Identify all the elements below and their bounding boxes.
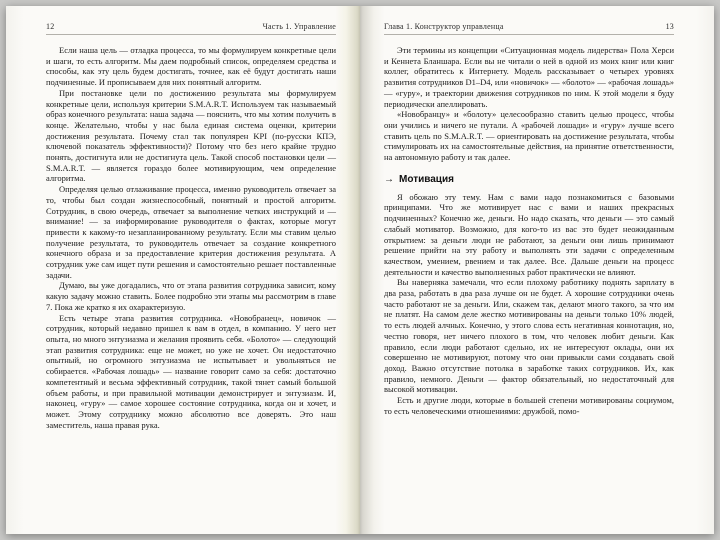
book-spread xyxy=(6,6,714,534)
paragraph: Думаю, вы уже догадались, что от этапа развития сотрудника зависит, кому какую задачу можно ставить. Более подробно эти этапы мы рассмотрим в главе 7. Пока же кратко я их охарактеризую. xyxy=(46,280,336,312)
section-title: Мотивация xyxy=(399,173,454,185)
left-page xyxy=(6,6,360,534)
paragraph: Есть и другие люди, которые в большей степени мотивированы социумом, то есть человеческими отношениями: дружбой, помо- xyxy=(384,395,674,416)
paragraph: «Новобранцу» и «болоту» целесообразно ставить целью процесс, чтобы они учились и ничего не путали. А «рабочей лошади» и «гуру» лучше всего ставить цель по S.M.A.R.T. — ориентировать на достижение результата, чтобы стимулировать их на самостоятельные действия, на принятие ответственности, на автономную работу и так далее. xyxy=(384,109,674,163)
paragraph: Есть четыре этапа развития сотрудника. «Новобранец», новичок — сотрудник, который недавно пришел к вам в отдел, в компанию. У него нет опыта, но много энтузиазма и желания проявить себя. «Болото» — следующий этап развития сотрудника: еще не может, но уже не хочет. Он недостаточно опытный, но огромного энтузиазма не испытывает и увольняться не собирается. «Рабочая лошадь» — название говорит само за себя: достаточно компетентный и весьма эффективный сотрудник, такой тянет самый большой объем работы, и при правильной мотивации демонстрирует и энтузиазм. И, наконец, «гуру» — самое хорошее состояние сотрудника, когда он и хочет, и может. Этому сотруднику можно абсолютно все доверять. Это наш заместитель, наша правая рука. xyxy=(46,312,336,430)
right-body-text xyxy=(384,45,674,417)
left-running-head xyxy=(46,22,336,35)
paragraph: Эти термины из концепции «Ситуационная модель лидерства» Пола Херси и Кеннета Бланшара. Если вы не читали о ней в одной из моих книг или книг коллег, обратитесь к Интернету. Модель рассказывает о четырех уровнях развития сотрудников D1–D4, или «новичок» — «болото» — «рабочая лошадь» — «гуру», и траектории движения сотрудников по ним. К этой модели я буду периодически апеллировать. xyxy=(384,45,674,109)
right-page-number: 13 xyxy=(665,22,674,31)
section-heading-motivation xyxy=(384,174,674,185)
paragraph: Определяя целью отлаживание процесса, именно руководитель отвечает за то, чтобы был создан жизнеспособный, понятный и простой алгоритм. Сотрудник, в свою очередь, отвечает за выполнение четких инструкций и — внимание! — за информирование руководителя о фактах, которые могут привести к какому-то незапланированному результату. Если мы ставим целью получение результата, то руководитель отвечает за создание конкретного конечного образа и за предоставление критерия достижения результата. А сотрудник уже сам ищет пути решения и самостоятельно решает поставленные задачи. xyxy=(46,184,336,280)
right-running-head xyxy=(384,22,674,35)
left-body-text xyxy=(46,45,336,430)
paragraph: Если наша цель — отладка процесса, то мы формулируем конкретные цели и шаги, то есть алгоритм. Мы даем подробный список, определяем средства и способы, как эту цель будем достигать, точнее, как её будут достигать наши подчиненные. И прописываем для них понятный алгоритм. xyxy=(46,45,336,88)
paragraph: Вы наверняка замечали, что если плохому работнику поднять зарплату в два раза, работать в два раза лучше он не будет. А хорошие сотрудники очень часто работают не за деньги. Или, скажем так, делают много такого, за что им не платят. На самом деле жестко мотивированы на деньги только 10% людей, то есть людей алчных. Конечно, у этого слова есть негативная коннотация, но, честно говоря, нет ничего плохого в том, что человек любит деньги. Как правило, если люди работают сдельно, их не интересуют оклады, они их совершенно не мотивируют, потому что они привыкли сами создавать свой доход. Важно отсутствие потолка в заработке таких сотрудников. Их, как правило, немного. Деньги — фактор обязательный, но недостаточный для высокой мотивации. xyxy=(384,277,674,395)
right-page xyxy=(360,6,714,534)
left-page-number: 12 xyxy=(46,22,55,31)
paragraph: При постановке цели по достижению результата мы формулируем конкретные цели, используя критерии S.M.A.R.T. Используем так называемый образ конечного результата: наша задача — пояснить, что мы хотим получить в конце. Желательно, чтобы у нас была единая система оценки, критерии достижения результата. Почему стал так популярен KPI (по-русски КПЭ, ключевой показатель эффективности)? Потому что без него крайне трудно понять, достигнута или не достигнута цель. Такой способ постановки цели — S.M.A.R.T. — является гораздо более мотивирующим, чем определение алгоритма. xyxy=(46,87,336,184)
left-running-title: Часть 1. Управление xyxy=(262,22,336,31)
paragraph: Я обожаю эту тему. Нам с вами надо познакомиться с базовыми принципами. Что же мотивирует нас с вами и наших прекрасных подчиненных? Конечно же, деньги. Но надо сказать, что деньги — это самый слабый мотиватор. Возможно, для кого-то из вас это будет неожиданным открытием: за деньги люди не работают, за деньги они лишь принимают решение прийти на эту работу и выполнять эти задачи с определенным качеством, умением, рвением и так далее. Все. Дальше деньги на процесс деятельности и качество выполненных работ практически не влияют. xyxy=(384,191,674,277)
right-running-title: Глава 1. Конструктор управленца xyxy=(384,22,504,31)
arrow-right-icon: → xyxy=(384,173,394,185)
